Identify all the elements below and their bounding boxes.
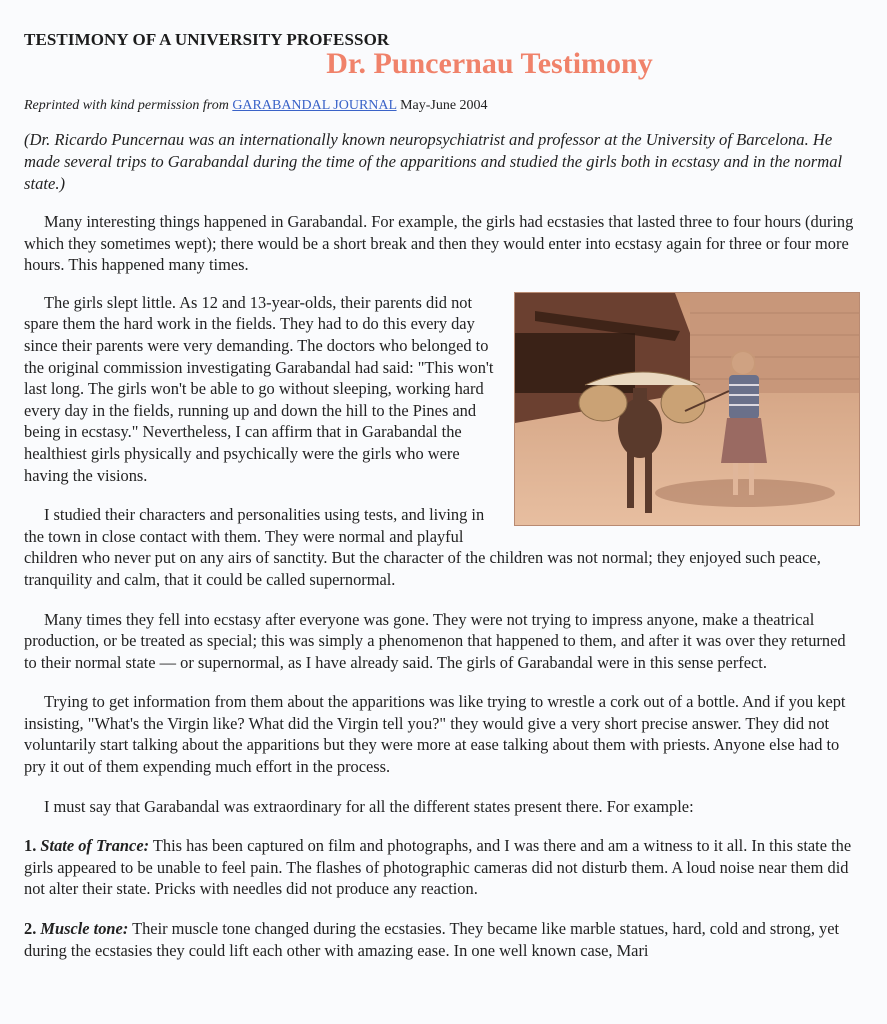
- list-item: [24, 918, 860, 961]
- item-number: 1.: [24, 836, 37, 856]
- photo-section: [24, 292, 860, 591]
- paragraph-2: The girls slept little. As 12 and 13-year-olds, their parents did not spare them the hard work in the fields. They had to do this every day since their parents were very demanding. The doctors who belonged to the original commission investigating Garabandal had said: "This won't last long. The girls won't be able to go without sleeping, working hard every day in the fields, running up and down the hill to the Pines and being in ecstasy." Nevertheless, I can affirm that in Garabandal the healthiest girls physically and psychically were the girls who were having the visions.: [24, 292, 494, 485]
- credit-date: May-June 2004: [396, 98, 488, 113]
- paragraph-4: Many times they fell into ecstasy after everyone was gone. They were not trying to impress anyone, make a theatrical production, or be treated as special; this was simply a phenomenon that happened to them, and after it was over they returned to their normal state — or supernormal, as I have already said. The girls of Garabandal were in this sense perfect.: [24, 609, 846, 672]
- photo-girl-with-donkey: [514, 292, 860, 526]
- paragraph-5: Trying to get information from them about the apparitions was like trying to wrestle a cork out of a bottle. And if you kept insisting, "What's the Virgin like? What did the Virgin tell you?" they would give a very short precise answer. They did not voluntarily start talking about the apparitions but they were more at ease talking about them with priests. Anyone else had to pry it out of them expending much effort in the process.: [24, 692, 846, 777]
- item-term: State of Trance:: [40, 836, 150, 856]
- intro-paragraph: (Dr. Ricardo Puncernau was an internationally known neuropsychiatrist and professor at the University of Barcelona. He made several trips to Garabandal during the time of the apparitions and studied the girls both in ecstasy and in the normal state.): [24, 130, 843, 193]
- article-kicker: TESTIMONY OF A UNIVERSITY PROFESSOR: [24, 30, 390, 49]
- photo-illustration: [515, 293, 859, 525]
- credit-prefix: Reprinted with kind permission from: [24, 98, 229, 113]
- paragraph-3: I studied their characters and personalities using tests, and living in the town in close contact with them. They were normal and playful children who never put on any airs of sanctity. But the character of the children was not normal; they enjoyed such peace, tranquility and calm, that it could be called supernormal.: [24, 505, 821, 589]
- list-item: [24, 835, 860, 900]
- paragraph-1: Many interesting things happened in Garabandal. For example, the girls had ecstasies that lasted three to four hours (during which they sometimes wept); there would be a short break and then they would enter into ecstasy again for three or four more hours. This happened many times.: [24, 212, 854, 275]
- journal-link[interactable]: GARABANDAL JOURNAL: [232, 98, 397, 113]
- article: [24, 30, 860, 961]
- item-text: This has been captured on film and photographs, and I was there and am a witness to it all. In this state the girls appeared to be unable to feel pain. The flashes of photographic cameras did not disturb them. A loud noise near them did not alter their state. Pricks with needles did not produce any reaction.: [24, 836, 852, 899]
- paragraph-6: I must say that Garabandal was extraordinary for all the different states present there. For example:: [44, 796, 694, 816]
- item-text: Their muscle tone changed during the ecstasies. They became like marble statues, hard, cold and strong, yet during the ecstasies they could lift each other with amazing ease. In one well known case, Mari: [24, 919, 840, 960]
- article-title: Dr. Puncernau Testimony: [326, 47, 653, 80]
- item-term: Muscle tone:: [40, 919, 129, 939]
- credit-line: [24, 98, 860, 114]
- item-number: 2.: [24, 919, 37, 939]
